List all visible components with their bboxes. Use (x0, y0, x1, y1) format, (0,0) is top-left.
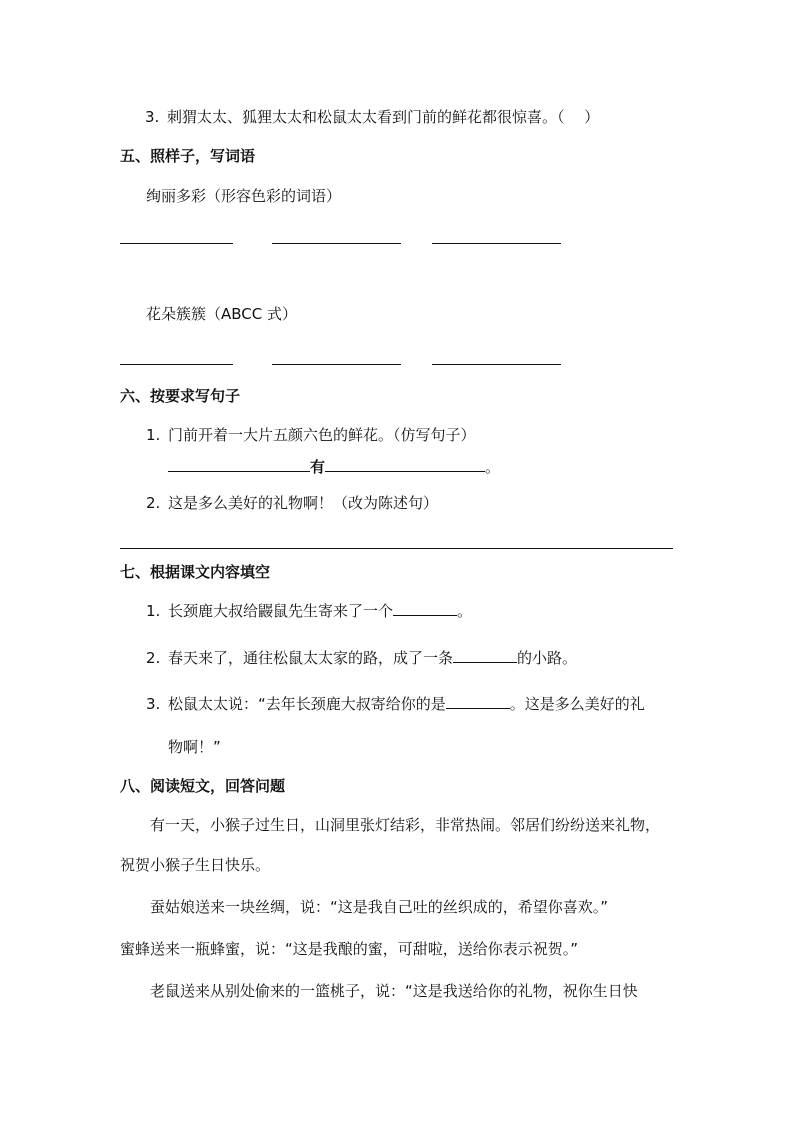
item-text: 松鼠太太说：“去年长颈鹿大叔寄给你的是 (168, 695, 446, 713)
fill-item-1 (146, 601, 472, 621)
judge-item-3 (145, 107, 599, 127)
answer-blank-7-2[interactable] (453, 648, 517, 663)
item-text-end: 。 (457, 602, 473, 620)
item-number: 1. (146, 426, 161, 444)
answer-line-6-2[interactable] (120, 548, 673, 549)
imitation-fill-row (168, 457, 500, 477)
fill-item-2 (146, 648, 577, 668)
item-number: 2. (146, 494, 161, 512)
item-number: 2. (146, 649, 161, 667)
item-text: 刺猬太太、狐狸太太和松鼠太太看到门前的鲜花都很惊喜。（ ） (167, 108, 600, 126)
word-example-1: 绚丽多彩（形容色彩的词语） (146, 187, 342, 205)
fill-item-3-continued: 物啊！” (168, 738, 221, 756)
item-text-end: 。这是多么美好的礼 (509, 695, 645, 713)
item-number: 1. (146, 602, 161, 620)
fill-word: 有 (310, 458, 326, 476)
item-number: 3. (145, 108, 160, 126)
item-text: 长颈鹿大叔给鼹鼠先生寄来了一个 (168, 602, 394, 620)
fill-item-3 (146, 694, 645, 714)
item-text: 春天来了，通往松鼠太太家的路，成了一条 (168, 649, 454, 667)
answer-blank-5b-3[interactable] (432, 364, 561, 365)
item-text-end: 的小路。 (517, 649, 578, 667)
passage-line: 蜜蜂送来一瓶蜂蜜，说：“这是我酿的蜜，可甜啦，送给你表示祝贺。” (120, 940, 579, 958)
answer-blank-5a-1[interactable] (120, 243, 233, 244)
answer-blank-7-1[interactable] (393, 601, 457, 616)
answer-blank-6-1b[interactable] (325, 457, 485, 472)
item-number: 3. (146, 695, 161, 713)
passage-line: 老鼠送来从别处偷来的一篮桃子，说：“这是我送给你的礼物，祝你生日快 (150, 982, 638, 1000)
section-6-heading: 六、按要求写句子 (120, 387, 241, 405)
answer-blank-5b-1[interactable] (120, 364, 233, 365)
item-text: 门前开着一大片五颜六色的鲜花。（仿写句子） (168, 426, 476, 444)
answer-blank-5b-2[interactable] (272, 364, 401, 365)
section-5-heading: 五、照样子，写词语 (120, 147, 256, 165)
answer-blank-6-1a[interactable] (168, 457, 310, 472)
answer-blank-5a-2[interactable] (272, 243, 401, 244)
fill-end: 。 (485, 458, 501, 476)
word-example-2: 花朵簇簇（ABCC 式） (146, 305, 298, 323)
section-8-heading: 八、阅读短文，回答问题 (120, 777, 286, 795)
passage-line: 有一天，小猴子过生日，山洞里张灯结彩，非常热闹。邻居们纷纷送来礼物， (150, 816, 661, 834)
answer-blank-5a-3[interactable] (432, 243, 561, 244)
sentence-item-1 (146, 425, 476, 445)
sentence-item-2 (146, 493, 438, 513)
passage-line: 蚕姑娘送来一块丝绸，说：“这是我自己吐的丝织成的，希望你喜欢。” (150, 898, 609, 916)
passage-line: 祝贺小猴子生日快乐。 (120, 856, 271, 874)
section-7-heading: 七、根据课文内容填空 (120, 563, 271, 581)
answer-blank-7-3[interactable] (446, 694, 510, 709)
item-text: 这是多么美好的礼物啊！（改为陈述句） (168, 494, 439, 512)
